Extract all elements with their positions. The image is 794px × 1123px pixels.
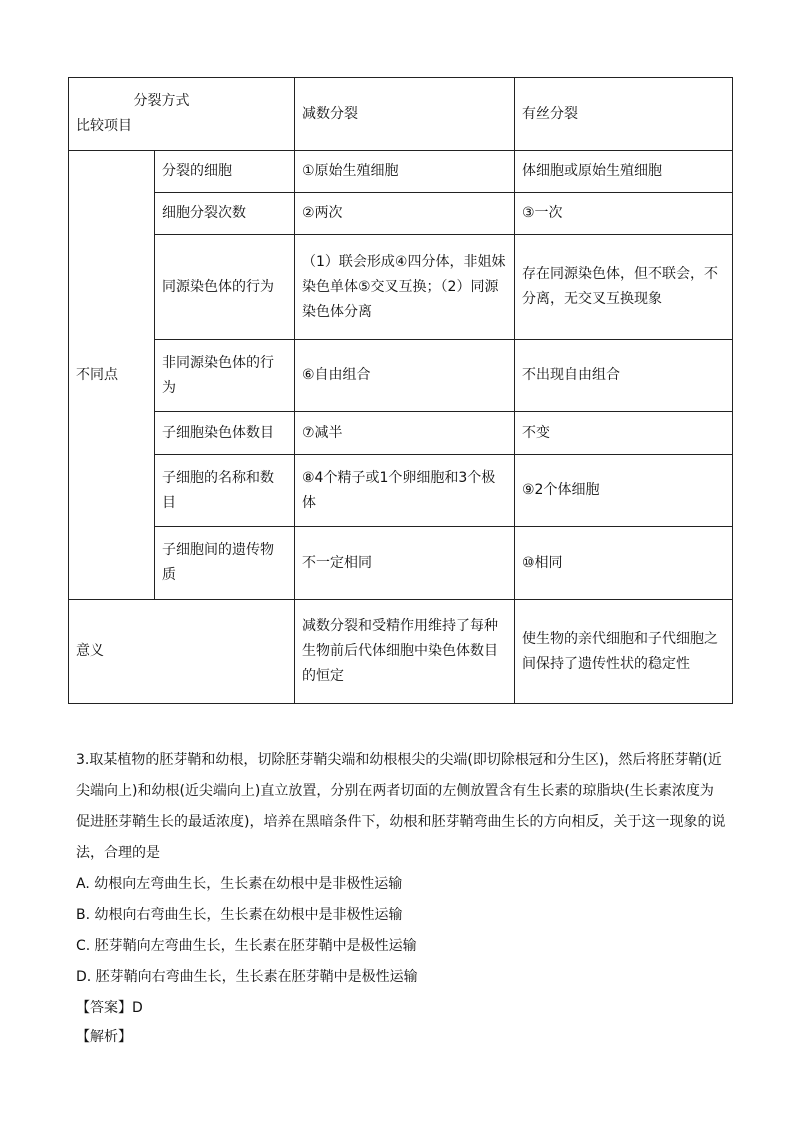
group-label-cell: 不同点 [69,151,155,600]
table-row [69,340,733,412]
row-meiosis: ⑧4个精子或1个卵细胞和3个极体 [295,455,515,527]
header-mitosis: 有丝分裂 [515,78,733,151]
significance-label: 意义 [69,600,295,704]
row-mitosis: 存在同源染色体，但不联会，不分离，无交叉互换现象 [515,235,733,340]
option-c: C. 胚芽鞘向左弯曲生长，生长素在胚芽鞘中是极性运输 [76,938,417,954]
significance-row [69,600,733,704]
row-item: 分裂的细胞 [155,151,295,193]
row-item: 非同源染色体的行为 [155,340,295,412]
row-meiosis: ⑥自由组合 [295,340,515,412]
row-mitosis: ③一次 [515,193,733,235]
row-mitosis: ⑨2个体细胞 [515,455,733,527]
row-item: 同源染色体的行为 [155,235,295,340]
table-row [69,193,733,235]
option-b: B. 幼根向右弯曲生长，生长素在幼根中是非极性运输 [76,907,403,923]
option-a: A. 幼根向左弯曲生长，生长素在幼根中是非极性运输 [76,876,403,892]
row-item: 子细胞间的遗传物质 [155,527,295,600]
question-block [76,745,730,993]
option-d: D. 胚芽鞘向右弯曲生长，生长素在胚芽鞘中是极性运输 [76,969,418,985]
question-stem-line: 3.取某植物的胚芽鞘和幼根，切除胚芽鞘尖端和幼根根尖的尖端(即切除根冠和分生区)，然后将胚芽鞘(近 [76,752,722,768]
row-item: 细胞分裂次数 [155,193,295,235]
question-stem-line: 促进胚芽鞘生长的最适浓度)，培养在黑暗条件下，幼根和胚芽鞘弯曲生长的方向相反，关于这一现象的说 [76,814,726,830]
row-mitosis: ⑩相同 [515,527,733,600]
row-meiosis: 不一定相同 [295,527,515,600]
question-stem-line: 尖端向上)和幼根(近尖端向上)直立放置，分别在两者切面的左侧放置含有生长素的琼脂块(生长素浓度为 [76,783,714,799]
row-mitosis: 不变 [515,412,733,455]
row-mitosis: 体细胞或原始生殖细胞 [515,151,733,193]
table-row [69,412,733,455]
row-item: 子细胞的名称和数目 [155,455,295,527]
comparison-table [68,77,733,704]
row-meiosis: ①原始生殖细胞 [295,151,515,193]
table-header-row [69,78,733,151]
header-corner-cell [69,78,295,151]
table-row [69,151,733,193]
table-row [69,527,733,600]
header-corner-bottom: 比较项目 [76,118,132,134]
question-stem-line: 法，合理的是 [76,845,160,861]
table-row [69,455,733,527]
significance-meiosis: 减数分裂和受精作用维持了每种生物前后代体细胞中染色体数目的恒定 [295,600,515,704]
answer-line: 【答案】D [76,1000,143,1016]
row-meiosis: ②两次 [295,193,515,235]
table-row [69,235,733,340]
row-item: 子细胞染色体数目 [155,412,295,455]
header-corner-top: 分裂方式 [133,93,190,109]
header-meiosis: 减数分裂 [295,78,515,151]
significance-mitosis: 使生物的亲代细胞和子代细胞之间保持了遗传性状的稳定性 [515,600,733,704]
row-meiosis: （1）联会形成④四分体，非姐妹染色单体⑤交叉互换；（2）同源染色体分离 [295,235,515,340]
row-mitosis: 不出现自由组合 [515,340,733,412]
row-meiosis: ⑦减半 [295,412,515,455]
analysis-heading: 【解析】 [76,1029,132,1045]
